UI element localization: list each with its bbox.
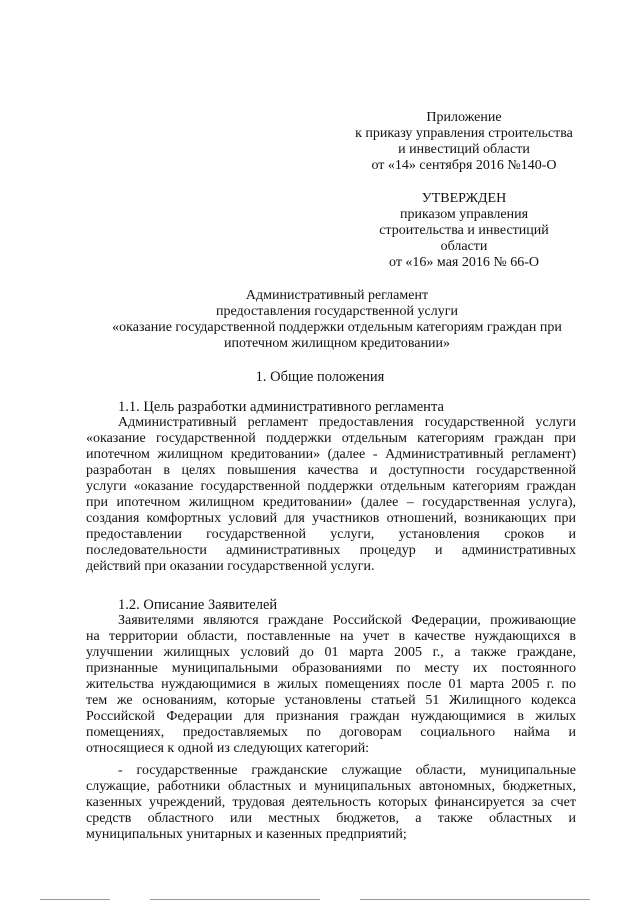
document-title xyxy=(84,288,590,352)
scan-edge-rule xyxy=(150,899,320,900)
paragraph-line: «оказание государственной поддержки отдельным категориям граждан при xyxy=(86,431,576,446)
paragraph-line: тем же основаниям, которые установлены статьей 51 Жилищного кодекса xyxy=(86,693,576,708)
list-item-line: средств областного или местных бюджетов, а также областных и xyxy=(86,811,576,826)
list-item-line: служащие, работники областных и муниципальных автономных, бюджетных, xyxy=(86,779,576,794)
subsection-heading-applicants: 1.2. Описание Заявителей xyxy=(118,597,278,613)
approval-line: приказом управления xyxy=(399,207,529,222)
goal-paragraph xyxy=(86,415,576,575)
title-line: «оказание государственной поддержки отдельным категориям граждан при xyxy=(112,320,562,335)
category-list-item xyxy=(86,763,576,843)
appendix-line: Приложение xyxy=(426,110,502,125)
paragraph-line: предоставлении государственной услуги, установления сроков и xyxy=(86,527,576,542)
title-line: ипотечном жилищном кредитовании» xyxy=(224,336,450,351)
approval-stamp-block xyxy=(358,191,570,271)
paragraph-line: Административный регламент предоставления государственной услуги xyxy=(118,415,576,430)
appendix-header xyxy=(336,110,592,174)
paragraph-line: помещениях, предоставляемых по договорам социального найма и xyxy=(86,725,576,740)
paragraph-line: создания комфортных условий для участников отношений, возникающих при xyxy=(86,511,576,526)
approval-line: строительства и инвестиций xyxy=(379,223,549,238)
list-item-line: казенных учреждений, трудовая деятельность которых финансируется за счет xyxy=(86,795,576,810)
approval-line: области xyxy=(440,239,488,254)
title-line: предоставления государственной услуги xyxy=(216,304,458,319)
paragraph-line: признанные муниципальными образованиями по месту их постоянного xyxy=(86,661,576,676)
appendix-line: и инвестиций области xyxy=(398,142,530,157)
subsection-heading-goal: 1.1. Цель разработки административного регламента xyxy=(118,399,444,415)
applicants-paragraph xyxy=(86,613,576,757)
section-heading-general: 1. Общие положения xyxy=(255,369,385,385)
approval-line: УТВЕРЖДЕН xyxy=(421,191,507,206)
paragraph-line: на территории области, поставленные на учет в качестве нуждающихся в xyxy=(86,629,576,644)
paragraph-line: услуги «оказание государственной поддержки отдельным категориям граждан xyxy=(86,479,576,494)
title-line: Административный регламент xyxy=(245,288,429,303)
list-item-line: - государственные гражданские служащие области, муниципальные xyxy=(118,763,576,778)
paragraph-line: разработан в целях повышения качества и доступности государственной xyxy=(86,463,576,478)
paragraph-line: жительства нуждающимися в жилых помещениях после 01 марта 2005 г. по xyxy=(86,677,576,692)
paragraph-line: Заявителями являются граждане Российской Федерации, проживающие xyxy=(118,613,576,628)
scan-edge-rule xyxy=(40,899,110,900)
paragraph-line: последовательности административных процедур и административных xyxy=(86,543,576,558)
list-item-line: муниципальных унитарных и казенных предприятий; xyxy=(86,827,407,842)
paragraph-line: при ипотечном жилищном кредитовании» (далее – государственная услуга), xyxy=(86,495,576,510)
paragraph-line: действий при оказании государственной услуги. xyxy=(86,559,375,574)
appendix-line: к приказу управления строительства xyxy=(355,126,573,141)
scan-edge-rule xyxy=(360,899,590,900)
paragraph-line: ипотечном жилищном кредитовании» (далее - Административный регламент) xyxy=(86,447,576,462)
appendix-line: от «14» сентября 2016 №140-О xyxy=(371,158,557,173)
paragraph-line: улучшении жилищных условий до 01 марта 2005 г., а также граждане, xyxy=(86,645,576,660)
approval-line: от «16» мая 2016 № 66-О xyxy=(389,255,539,270)
paragraph-line: относящиеся к одной из следующих категорий: xyxy=(86,741,370,756)
paragraph-line: Российской Федерации для признания граждан нуждающимися в жилых xyxy=(86,709,576,724)
